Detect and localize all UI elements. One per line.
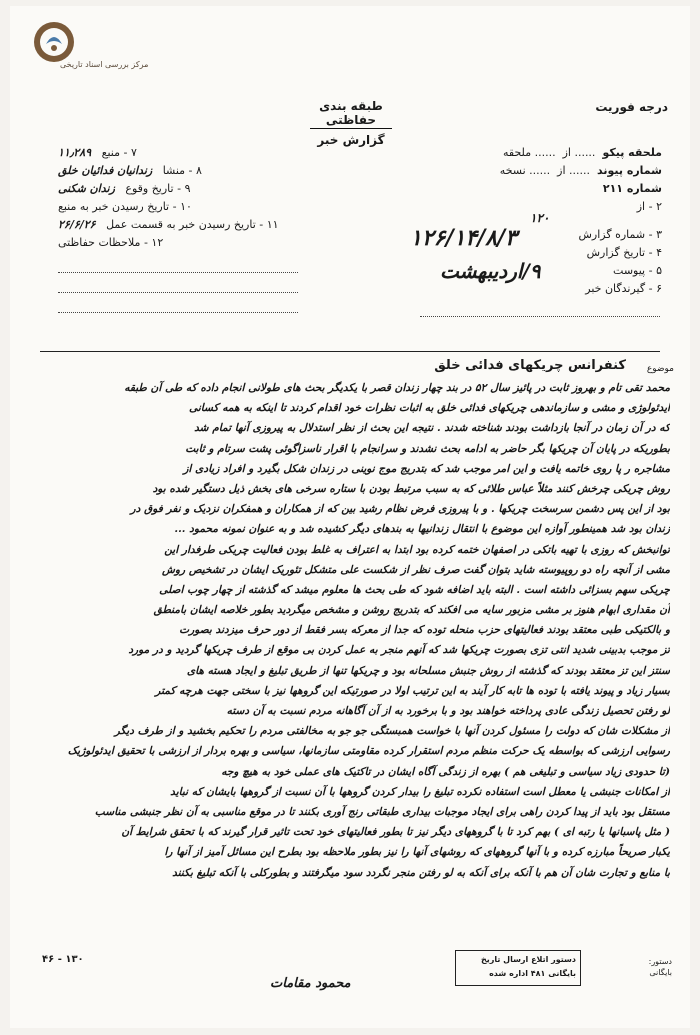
body-line: توانبخش که روزی با تهیه باتکی در اصفهان ختمه کرده بود ابتدا به اعتراف به غلط بودن فعالیت چریکی طرفدار این (164, 543, 670, 556)
filing-stamp-line1: دستور اتلاع ارسال تاریخ (480, 955, 576, 964)
body-line: با منابع و تجارت شان آن هم با آنکه برای آنکه به لو رفتن منجر نگردد سود میگرفتند و بطورکلی با آنکه تبلیغ بکنند (172, 866, 670, 879)
stamp-number: ۱۲۰ (530, 211, 550, 225)
archive-center-logo-icon (32, 20, 76, 64)
section-divider (40, 351, 660, 352)
dotted-line (58, 312, 298, 313)
right-field-recipients: ۶ - گیرندگان خبر (585, 282, 662, 295)
right-field-attachment: ملحقه پیکو ...... از ...... ملحقه (502, 146, 662, 159)
body-line: (تا حدودی زیاد سیاسی و تبلیغی هم ) بهره از زندگی آگاه ایشان در تاکتیک های عملی خود به هیچ وجه (221, 765, 670, 778)
dotted-line (420, 316, 660, 317)
report-number-stamp (410, 211, 620, 283)
archive-logo (32, 20, 162, 68)
dotted-line (58, 292, 298, 293)
footer-right-notes: دستور: بایگانی (648, 957, 672, 977)
footer-number: ۱۳۰ - ۴۶ (42, 954, 84, 965)
report-title: گزارش خبر (317, 133, 385, 147)
body-line: مستقل بود باید از پیدا کردن راهی برای ایجاد موجبات بیداری طبقاتی رنج آوری بکنند تا در موقع مناسبی به آن نظر جنبشی مناسب (94, 805, 670, 818)
body-line: بود از این پس دشمن سرسخت چریکها . و با پیروزی فرض نظام رشید بین که از همکاران و همفکران نزدیک و نفر فوق در (130, 503, 670, 516)
left-field-notes: ۱۲ - ملاحظات حفاظتی (58, 236, 164, 249)
body-line: مشاجره ر پا روی خاتمه یافت و این امر موجب شد که بتدریج موج نوینی در زندان شکل بگیرد و افراد زیادی از (183, 462, 670, 475)
body-line: آن مقداری ابهام هنوز بر مشی مزبور سایه می افکند که بتدریج روشن و مشخص میگردید بطور خلاصه ایشان بامنطق (153, 604, 670, 617)
left-field-receipt-unit: ۱۱ - تاریخ رسیدن خبر به قسمت عمل ۲۶/۶/۲۶ (58, 218, 279, 231)
filing-stamp-line2: بایگانی ۴۸۱ اداره شده (489, 969, 576, 978)
right-field-link-number: شماره پیوند ...... از ...... نسخه (499, 164, 662, 177)
document-page (10, 6, 690, 1028)
right-field-report-date: ۴ - تاریخ گزارش (586, 246, 662, 259)
receipt-unit-value: ۲۶/۶/۲۶ (58, 218, 96, 231)
body-line: لو رفتن تحصیل زندگی عادی پرداخته خواهند بود و با برخورد به از آن آگاهانه مردم نسبت به آن دسته (226, 705, 670, 717)
logo-caption: مرکز بررسی اسناد تاریخی (60, 60, 149, 69)
source-value: ۱۱٫۲۸۹ (58, 146, 92, 159)
body-line: محمد تقی تام و بهروز ثابت در پائیز سال ۵۲ در بند چهار زندان قصر با یکدیگر بحث های طولانی انجام داده که طی آن طبقه (124, 382, 670, 394)
subject-text: کنفرانس چریکهای فدائی خلق (434, 358, 626, 373)
body-line: رسوایی ارزشی که بواسطه یک حرکت منظم مردم استقرار کرده مقاومتی سازمانها، سیاسی و بهره بردار از ارزشی با تحقیق ایدئولوژیک (67, 745, 670, 758)
left-field-receipt-source: ۱۰ - تاریخ رسیدن خبر به منبع (58, 200, 192, 213)
body-line: ( مثل پاسبانها یا رتبه ای ) بهم کرد تا با گروههای دیگر نیز تا بطور فعالیتهای خود تحت تاثیر قرار گیرند که با تحقق شرایط آن (121, 826, 670, 839)
body-line: زندان بود شد همینطور آوازه این موضوع با انتقال زندانیها به بندهای دیگر کشیده شد و به عنوان نمونه محمود ... (174, 523, 670, 536)
body-line: یکبار صریحاً مبارزه کرده و با آنها گروههای که روشهای آنها را نیز بطور ملاحظه بود بطرح این مسائل آمیز از آنها را (164, 846, 670, 859)
body-line: روش چریکی چرخش کنند مثلاً عباس طلائی که به سبب مرتبط بودن با ستاره سرخی های بخش ذیل دستگیر شده بود (152, 482, 670, 495)
body-line: چریکی سهم بسزائی داشته است . البته باید اضافه شود که طی بحث ها معلوم میشد که گذشته از چهار چوب اصلی (159, 583, 670, 596)
body-line: سنتز این تز معتقد بودند که گذشته از روش جنبش مسلحانه بود و چریکها تنها از طریق تبلیغ و ایجاد هسته های (186, 664, 670, 677)
body-line: بسیار زیاد و پیوند یافته با توده ها تابه کار آیند به این ترتیب اولا در صورتیکه این گروهها نیز با سختی جهت هرچه کمتر (155, 684, 670, 697)
right-field-attachment-count: ۵ - پیوست (613, 264, 662, 277)
body-line: که در آن زمان در آنجا بازداشت بودند شناخته شدند . نتیجه این بحث از نظر استدلال به پیروزی آنها تمام شد (194, 422, 670, 435)
right-field-report-number: ۳ - شماره گزارش (578, 228, 662, 241)
stamp-date: ۹/ارديبهشت (440, 259, 541, 283)
body-line: بطوریکه در پایان آن چریکها بگر حاضر به ادامه بحث نشدند و سرانجام با اقرار ناسزاگوئی پشت سرتام و ثابت (185, 442, 670, 455)
report-title-block (310, 99, 392, 147)
filing-stamp (455, 950, 581, 986)
signature: محمود مقامات (270, 976, 351, 991)
stamp-report-number: ۱۲۶/۱۴/۸/۳ (410, 225, 517, 251)
body-line: تز موجب بدبینی شدید انتی تزی بصورت چریکها شد که آنهم منجر به عمل کردن بی موقع از طرف چریکها گردید و در مورد (128, 644, 670, 657)
body-line: مشی از آنچه راه دو روپیوسته شاید بتوان گفت صرف نظر از شکست علی متشکل تئوریک ایشان در تشخیص روش (161, 563, 670, 576)
right-field-from: ۲ - از (636, 200, 662, 213)
dotted-line (58, 272, 298, 273)
classification-label: طبقه بندی حفاظتی (310, 99, 392, 129)
urgency-label: درجه فوریت (595, 100, 668, 114)
body-line: از امکانات جنبشی یا معطل است استفاده نکرده تبلیغ را بیدار کردن گروهها با آن نسبت از گروهها بایشان که نباید (170, 785, 670, 798)
left-field-origin: ۸ - منشا زندانیان فدائیان خلق (58, 164, 202, 177)
left-field-source: ۷ - منبع ۱۱٫۲۸۹ (58, 146, 137, 159)
right-field-number: شماره ۲۱۱ (602, 182, 662, 195)
origin-value: زندانیان فدائیان خلق (58, 164, 153, 177)
body-line: از مشکلات شان که دولت را مسئول کردن آنها با خواست همبستگی جو جو به مخالفتی مردم را تحکیم بخشید و از طرف دیگر (114, 725, 670, 738)
subject-label: موضوع (646, 364, 674, 374)
body-line: ایدئولوژی و مشی و سازماندهی چریکهای فدائی خلق به اثبات نظرات خود اقدام کردند تا اینکه به همه کسانی (189, 402, 670, 415)
body-line: و بالکتیکی طبی معتقد بودند فعالیتهای حزب منحله توده که جدا از معرکه بسر فقط از دور حرف میزدند بصورت (179, 624, 670, 637)
occurrence-hand-note: زندان ‌شکنی (58, 182, 115, 195)
report-body (50, 378, 670, 883)
left-field-occurrence-date: ۹ - تاریخ وقوع زندان ‌شکنی (58, 182, 191, 195)
